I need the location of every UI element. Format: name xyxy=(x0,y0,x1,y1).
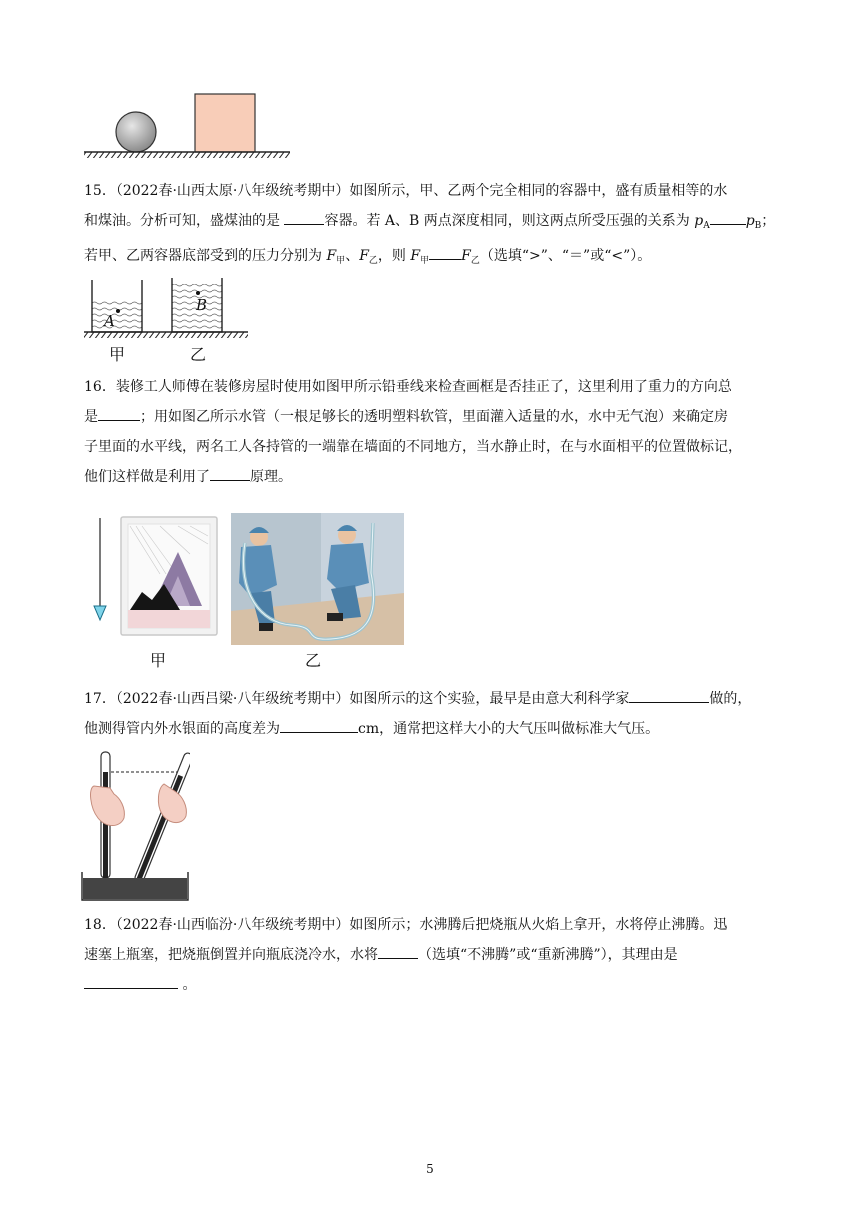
ball xyxy=(116,112,156,152)
figure-label-jia: 甲 xyxy=(150,651,167,670)
point-label-a: A xyxy=(104,312,115,330)
containers-figure xyxy=(82,276,252,342)
block xyxy=(195,94,255,152)
question-17: 17．（2022春·山西吕梁·八年级统考期中）如图所示的这个实验，最早是由意大利科学家 做的， 他测得管内外水银面的高度差为 cm，通常把这样大小的大气压叫做标准大气压。 xyxy=(84,684,784,744)
answer-blank[interactable] xyxy=(84,973,178,989)
torricelli-figure xyxy=(80,748,190,902)
answer-blank[interactable] xyxy=(429,244,461,260)
question-16: 16．装修工人师傅在装修房屋时使用如图甲所示铅垂线来检查画框是否挂正了，这里利用了重力的方向总 是 ；用如图乙所示水管（一根足够长的透明塑料软管，里面灌入适量的水，水中无气泡）来确定房 子里面的水平线，两名工人各持管的一端靠在墙面的不同地方，当水静止时，在与水面相平的位置做标记， 他们这样做是利用了 原理。 xyxy=(84,379,742,485)
plumb-line-frame-figure xyxy=(90,514,220,640)
figure-label-yi: 乙 xyxy=(305,651,322,670)
question-15: 15．（2022春·山西太原·八年级统考期中）如图所示，甲、乙两个完全相同的容器中，盛有质量相等的水 和煤油。分析可知，盛煤油的是 容器。若 A、B 两点深度相同，则这两点所受压强的关系为 $p_A$ $p_B$； 若甲、乙两容器底部受到的压力分别为 $F_甲$、$F_乙$，则 $F_甲$ $F_乙$（选填“>”、“＝”或“<”）。 xyxy=(84,183,776,266)
question-18: 18．（2022春·山西临汾·八年级统考期中）如图所示；水沸腾后把烧瓶从火焰上拿开，水将停止沸腾。迅 速塞上瓶塞，把烧瓶倒置并向瓶底浇冷水，水将 （选填“不沸腾”或“重新沸腾”），其理由是 。 xyxy=(84,917,728,993)
answer-blank[interactable] xyxy=(98,405,140,421)
water-level-tube-figure xyxy=(231,513,404,645)
ball-block-figure xyxy=(80,88,294,160)
point-label-b: B xyxy=(196,296,208,314)
answer-blank[interactable] xyxy=(280,717,358,733)
answer-blank[interactable] xyxy=(710,209,746,225)
answer-blank[interactable] xyxy=(284,209,324,225)
figure-label-yi: 乙 xyxy=(190,345,207,364)
answer-blank[interactable] xyxy=(210,465,250,481)
answer-blank[interactable] xyxy=(378,943,418,959)
figure-label-jia: 甲 xyxy=(109,345,126,364)
page-number: 5 xyxy=(426,1162,434,1176)
answer-blank[interactable] xyxy=(629,687,709,703)
